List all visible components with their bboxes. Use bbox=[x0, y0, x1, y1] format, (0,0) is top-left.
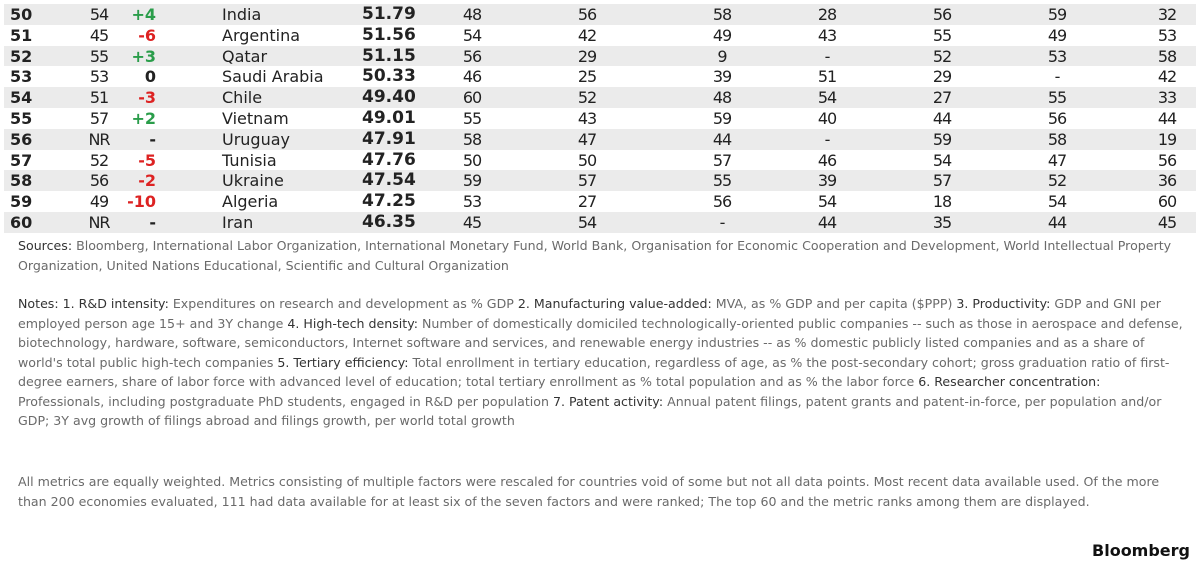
cell-country: Algeria bbox=[222, 192, 279, 212]
cell-tertiary-efficiency: 55 bbox=[932, 25, 952, 45]
cell-tertiary-efficiency: 29 bbox=[932, 67, 952, 87]
note-text: MVA, as % GDP and per capita ($PPP) bbox=[711, 296, 957, 311]
bloomberg-logo: Bloomberg bbox=[1092, 541, 1190, 560]
cell-productivity: 9 bbox=[717, 46, 727, 66]
cell-tertiary-efficiency: 27 bbox=[932, 88, 952, 108]
table-row bbox=[4, 150, 1196, 171]
cell-researcher-concentration: 55 bbox=[1047, 88, 1067, 108]
cell-rd-intensity: 55 bbox=[462, 108, 482, 128]
cell-patent-activity: 60 bbox=[1157, 192, 1177, 212]
cell-patent-activity: 44 bbox=[1157, 108, 1177, 128]
cell-patent-activity: 56 bbox=[1157, 150, 1177, 170]
cell-tertiary-efficiency: 57 bbox=[932, 171, 952, 191]
cell-hightech-density: 54 bbox=[817, 192, 837, 212]
cell-rd-intensity: 53 bbox=[462, 192, 482, 212]
note-label: 6. Researcher concentration: bbox=[918, 374, 1101, 389]
note-label: 2. Manufacturing value-added: bbox=[517, 296, 712, 311]
cell-hightech-density: - bbox=[824, 46, 830, 66]
cell-manufacturing: 25 bbox=[577, 67, 597, 87]
cell-hightech-density: 54 bbox=[817, 88, 837, 108]
cell-patent-activity: 58 bbox=[1157, 46, 1177, 66]
cell-prev-rank: 49 bbox=[89, 192, 109, 212]
cell-rank-change: +4 bbox=[131, 5, 156, 24]
cell-patent-activity: 53 bbox=[1157, 25, 1177, 45]
cell-hightech-density: 28 bbox=[817, 5, 837, 24]
cell-patent-activity: 36 bbox=[1157, 171, 1177, 191]
cell-rank-change: 0 bbox=[144, 67, 156, 87]
cell-patent-activity: 32 bbox=[1157, 5, 1177, 24]
cell-hightech-density: 46 bbox=[817, 150, 837, 170]
cell-researcher-concentration: 54 bbox=[1047, 192, 1067, 212]
cell-rank: 54 bbox=[10, 88, 33, 108]
table-row bbox=[4, 87, 1196, 108]
cell-country: Iran bbox=[222, 212, 254, 232]
cell-rd-intensity: 50 bbox=[462, 150, 482, 170]
note-text: Total enrollment in tertiary education, regardless of age, as % the post-secondary cohort; gross graduation ratio of first-degree earners, share of labor force with advanced level of education; total tertiary enrollment as % total population and as % the labor force bbox=[18, 354, 1170, 389]
cell-rd-intensity: 48 bbox=[462, 5, 482, 24]
cell-score: 51.79 bbox=[362, 4, 416, 24]
cell-score: 50.33 bbox=[362, 66, 416, 87]
cell-manufacturing: 57 bbox=[577, 171, 597, 191]
table-row bbox=[4, 25, 1196, 46]
cell-rank-change: -2 bbox=[138, 171, 156, 191]
cell-manufacturing: 42 bbox=[577, 25, 597, 45]
cell-score: 47.91 bbox=[362, 128, 416, 149]
cell-rank: 50 bbox=[10, 5, 33, 24]
sources-label: Sources: bbox=[18, 238, 73, 253]
cell-score: 51.15 bbox=[362, 45, 416, 66]
cell-researcher-concentration: 52 bbox=[1047, 171, 1067, 191]
cell-rd-intensity: 56 bbox=[462, 46, 482, 66]
cell-productivity: 44 bbox=[712, 129, 732, 149]
note-text: Number of domestically domiciled technologically-oriented public companies -- such as those in aerospace and defense, biotechnology, hardware, software, semiconductors, Internet software and services, and renewable energy industries -- as % domestic publicly listed companies and as a share of world's total public high-tech companies bbox=[18, 315, 1183, 370]
table-row bbox=[4, 4, 1196, 25]
methodology-text: All metrics are equally weighted. Metrics consisting of multiple factors were rescaled for countries void of some but not all data points. Most recent data available used. Of the more than 200 economies evaluated, 111 had data available for at least six of the seven factors and were ranked; The top 60 and the metric ranks among them are displayed. bbox=[18, 474, 1160, 509]
cell-prev-rank: 53 bbox=[89, 67, 109, 87]
notes-text bbox=[18, 294, 1188, 431]
cell-tertiary-efficiency: 44 bbox=[932, 108, 952, 128]
cell-country: Ukraine bbox=[222, 171, 284, 191]
cell-manufacturing: 43 bbox=[577, 108, 597, 128]
cell-rank-change: -5 bbox=[138, 150, 156, 170]
cell-country: Chile bbox=[222, 88, 263, 108]
cell-patent-activity: 19 bbox=[1157, 129, 1177, 149]
table-row bbox=[4, 212, 1196, 233]
cell-hightech-density: - bbox=[824, 129, 830, 149]
cell-rank-change: -10 bbox=[127, 192, 156, 212]
note-label: Notes: 1. R&D intensity: bbox=[18, 296, 169, 311]
table-row bbox=[4, 108, 1196, 129]
ranking-table bbox=[4, 4, 1196, 233]
cell-hightech-density: 43 bbox=[817, 25, 837, 45]
cell-prev-rank: 45 bbox=[89, 25, 109, 45]
cell-tertiary-efficiency: 35 bbox=[932, 212, 952, 232]
cell-rd-intensity: 54 bbox=[462, 25, 482, 45]
cell-rank: 60 bbox=[10, 212, 33, 232]
cell-prev-rank: NR bbox=[88, 129, 110, 149]
cell-patent-activity: 45 bbox=[1157, 212, 1177, 232]
cell-country: Argentina bbox=[222, 25, 301, 45]
note-text: Professionals, including postgraduate PhD students, engaged in R&D per population bbox=[18, 393, 553, 409]
cell-rank-change: +3 bbox=[131, 46, 156, 66]
cell-patent-activity: 42 bbox=[1157, 67, 1177, 87]
cell-productivity: 39 bbox=[712, 67, 732, 87]
cell-researcher-concentration: 56 bbox=[1047, 108, 1067, 128]
cell-prev-rank: 55 bbox=[89, 46, 109, 66]
cell-rank: 58 bbox=[10, 171, 33, 191]
cell-rank: 53 bbox=[10, 67, 33, 87]
cell-rank: 57 bbox=[10, 150, 33, 170]
cell-researcher-concentration: 44 bbox=[1047, 212, 1067, 232]
cell-country: Qatar bbox=[222, 46, 268, 66]
cell-rank-change: -6 bbox=[138, 25, 156, 45]
cell-productivity: 48 bbox=[712, 88, 732, 108]
cell-prev-rank: 56 bbox=[89, 171, 109, 191]
cell-productivity: 55 bbox=[712, 171, 732, 191]
cell-hightech-density: 39 bbox=[817, 171, 837, 191]
table-row bbox=[4, 66, 1196, 87]
cell-manufacturing: 50 bbox=[577, 150, 597, 170]
note-text: Expenditures on research and development as % GDP bbox=[168, 296, 518, 311]
cell-tertiary-efficiency: 18 bbox=[932, 192, 952, 212]
cell-prev-rank: 54 bbox=[89, 5, 109, 24]
cell-researcher-concentration: 53 bbox=[1047, 46, 1067, 66]
cell-rd-intensity: 60 bbox=[462, 88, 482, 108]
cell-productivity: 59 bbox=[712, 108, 732, 128]
cell-researcher-concentration: - bbox=[1054, 67, 1060, 87]
cell-manufacturing: 47 bbox=[577, 129, 597, 149]
cell-rd-intensity: 59 bbox=[462, 171, 482, 191]
cell-rank-change: - bbox=[149, 212, 156, 232]
cell-manufacturing: 52 bbox=[577, 88, 597, 108]
table-row bbox=[4, 191, 1196, 212]
cell-score: 49.40 bbox=[362, 87, 416, 108]
cell-score: 47.54 bbox=[362, 170, 416, 191]
sources-body: Bloomberg, International Labor Organization, International Monetary Fund, World Bank, Organisation for Economic Cooperation and Development, World Intellectual Property Organization, United Nations Educational, Scientific and Cultural Organization bbox=[18, 238, 1172, 273]
cell-tertiary-efficiency: 54 bbox=[932, 150, 952, 170]
cell-rank: 52 bbox=[10, 46, 33, 66]
note-label: 5. Tertiary efficiency: bbox=[277, 354, 409, 370]
table-row bbox=[4, 170, 1196, 191]
cell-researcher-concentration: 47 bbox=[1047, 150, 1067, 170]
cell-tertiary-efficiency: 56 bbox=[932, 5, 952, 24]
cell-patent-activity: 33 bbox=[1157, 88, 1177, 108]
cell-rank-change: +2 bbox=[131, 108, 156, 128]
sources-text bbox=[18, 236, 1188, 275]
cell-score: 46.35 bbox=[362, 211, 416, 232]
cell-country: Saudi Arabia bbox=[222, 67, 324, 87]
cell-researcher-concentration: 58 bbox=[1047, 129, 1067, 149]
cell-country: Tunisia bbox=[222, 150, 277, 170]
cell-score: 47.25 bbox=[362, 191, 416, 212]
cell-manufacturing: 56 bbox=[577, 5, 597, 24]
cell-manufacturing: 27 bbox=[577, 192, 597, 212]
note-label: 7. Patent activity: bbox=[552, 393, 664, 409]
cell-rank: 56 bbox=[10, 129, 33, 149]
cell-prev-rank: 51 bbox=[89, 88, 109, 108]
cell-country: Vietnam bbox=[222, 108, 289, 128]
note-label: 3. Productivity: bbox=[956, 296, 1051, 311]
cell-researcher-concentration: 59 bbox=[1047, 5, 1067, 24]
cell-productivity: - bbox=[719, 212, 725, 232]
cell-productivity: 49 bbox=[712, 25, 732, 45]
cell-rank-change: -3 bbox=[138, 88, 156, 108]
table-row bbox=[4, 46, 1196, 67]
cell-productivity: 56 bbox=[712, 192, 732, 212]
note-label: 4. High-tech density: bbox=[287, 315, 418, 331]
cell-prev-rank: NR bbox=[88, 212, 110, 232]
cell-hightech-density: 44 bbox=[817, 212, 837, 232]
cell-score: 47.76 bbox=[362, 149, 416, 170]
note-text: Annual patent filings, patent grants and patent-in-force, per population and/or GDP; 3Y avg growth of filings abroad and filings growth, per world total growth bbox=[18, 393, 1162, 428]
cell-manufacturing: 54 bbox=[577, 212, 597, 232]
cell-manufacturing: 29 bbox=[577, 46, 597, 66]
cell-hightech-density: 40 bbox=[817, 108, 837, 128]
note-text: GDP and GNI per employed person age 15+ and 3Y change bbox=[18, 296, 1161, 331]
cell-rd-intensity: 46 bbox=[462, 67, 482, 87]
cell-productivity: 58 bbox=[712, 5, 732, 24]
cell-country: Uruguay bbox=[222, 129, 290, 149]
cell-rank: 51 bbox=[10, 25, 33, 45]
cell-rd-intensity: 58 bbox=[462, 129, 482, 149]
cell-prev-rank: 52 bbox=[89, 150, 109, 170]
cell-score: 51.56 bbox=[362, 24, 416, 45]
cell-productivity: 57 bbox=[712, 150, 732, 170]
cell-tertiary-efficiency: 52 bbox=[932, 46, 952, 66]
cell-prev-rank: 57 bbox=[89, 108, 109, 128]
cell-hightech-density: 51 bbox=[817, 67, 837, 87]
cell-tertiary-efficiency: 59 bbox=[932, 129, 952, 149]
cell-rank: 55 bbox=[10, 108, 33, 128]
cell-country: India bbox=[222, 5, 262, 24]
cell-score: 49.01 bbox=[362, 107, 416, 128]
table-row bbox=[4, 129, 1196, 150]
cell-rank-change: - bbox=[149, 129, 156, 149]
cell-researcher-concentration: 49 bbox=[1047, 25, 1067, 45]
cell-rd-intensity: 45 bbox=[462, 212, 482, 232]
cell-rank: 59 bbox=[10, 192, 33, 212]
